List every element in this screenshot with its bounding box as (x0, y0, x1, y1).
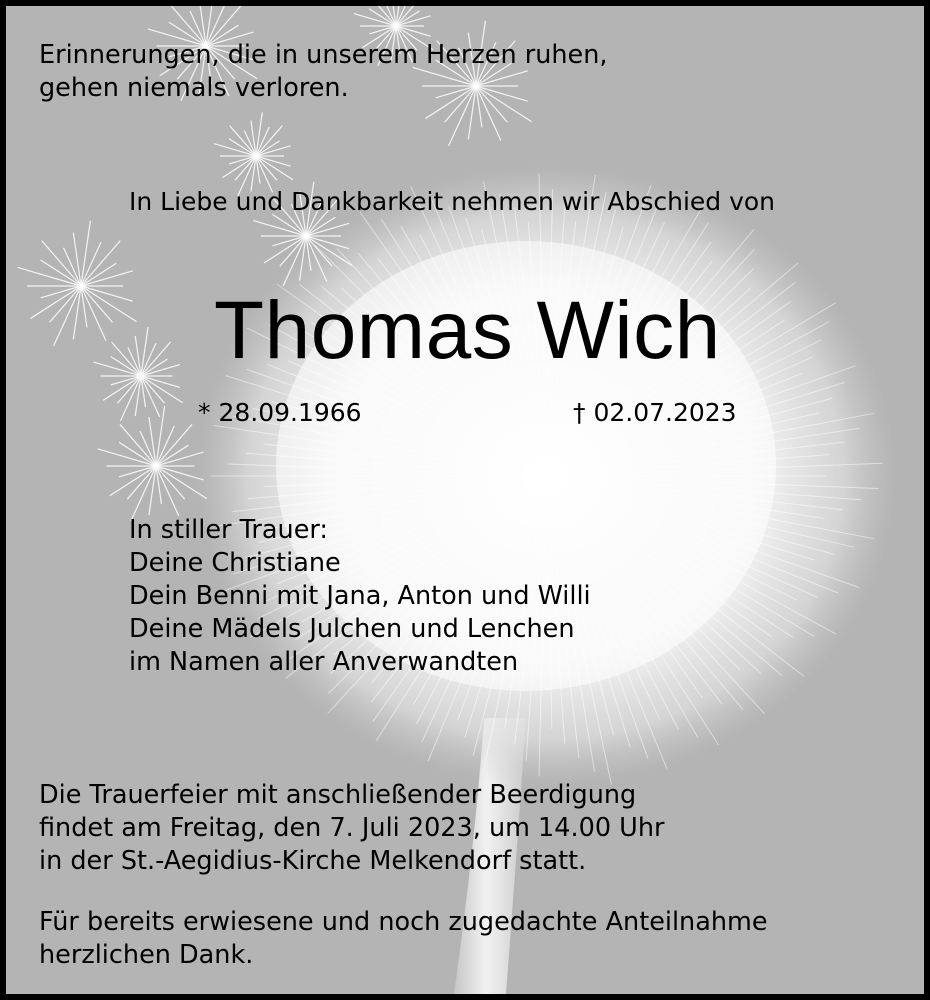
funeral-details (39, 779, 664, 878)
floating-seed (94, 327, 183, 421)
death-date: † 02.07.2023 (573, 398, 737, 427)
mourner-line: Dein Benni mit Jana, Anton und Willi (129, 581, 591, 611)
mourners-list (129, 514, 591, 679)
birth-date: * 28.09.1966 (198, 398, 362, 427)
mourner-line: im Namen aller Anverwandten (129, 647, 519, 677)
floating-seed (18, 221, 137, 346)
intro-text: In Liebe und Dankbarkeit nehmen wir Abschied von (129, 187, 776, 216)
floating-seed (98, 406, 207, 521)
opening-quote (39, 39, 607, 105)
thanks-line: Für bereits erwiesene und noch zugedachte Anteilnahme (39, 907, 768, 937)
mourner-line: In stiller Trauer: (129, 515, 329, 545)
quote-line: gehen niemals verloren. (39, 73, 349, 103)
floating-seed (214, 112, 293, 196)
mourner-line: Deine Christiane (129, 548, 341, 578)
funeral-line: Die Trauerfeier mit anschließender Beerdigung (39, 780, 637, 810)
thanks-line: herzlichen Dank. (39, 940, 254, 970)
mourner-line: Deine Mädels Julchen und Lenchen (129, 614, 575, 644)
funeral-line: in der St.-Aegidius-Kirche Melkendorf statt. (39, 846, 587, 876)
deceased-name: Thomas Wich (214, 285, 721, 376)
funeral-line: findet am Freitag, den 7. Juli 2023, um 14.00 Uhr (39, 813, 665, 843)
quote-line: Erinnerungen, die in unserem Herzen ruhen, (39, 40, 608, 70)
thanks-text (39, 906, 768, 972)
